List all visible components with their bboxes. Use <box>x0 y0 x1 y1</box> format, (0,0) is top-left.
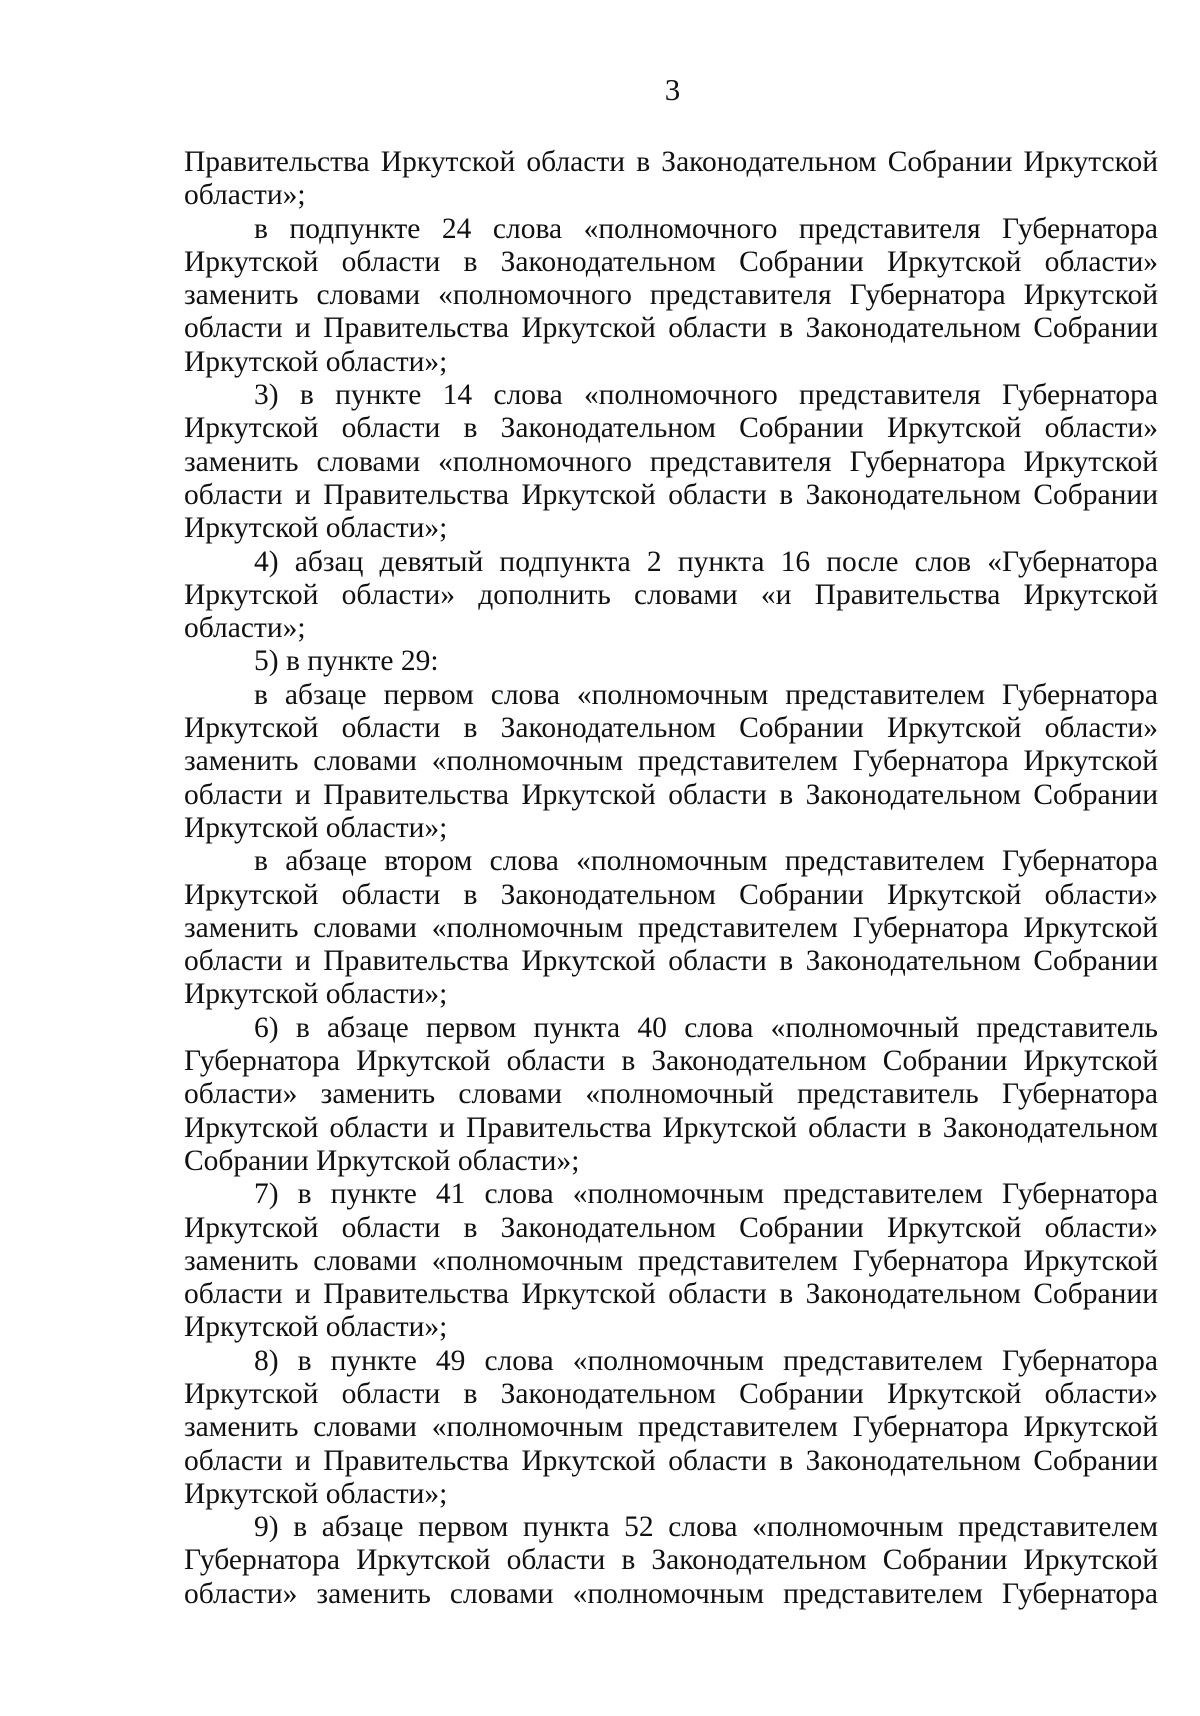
paragraph-item-5: 5) в пункте 29: <box>254 645 439 678</box>
paragraph-item-7: 7) в пункте 41 слова «полномочным представителем Губернатора Иркутской области в Законодательном Собрании Иркутской области» заменить словами «полномочным представителем Губернатора Иркутской области и Правительства Иркутской области в Законодательном Собрании Иркутской области»; <box>184 1178 1158 1344</box>
paragraph-item-4: 4) абзац девятый подпункта 2 пункта 16 после слов «Губернатора Иркутской области» дополнить словами «и Правительства Иркутской области»; <box>184 545 1158 645</box>
paragraph-item-6: 6) в абзаце первом пункта 40 слова «полномочный представитель Губернатора Иркутской области в Законодательном Собрании Иркутской области» заменить словами «полномочный представитель Губернатора Иркутской области и Правительства Иркутской области в Законодательном Собрании Иркутской области»; <box>184 1011 1158 1177</box>
paragraph-item-5-second-abzac: в абзаце втором слова «полномочным представителем Губернатора Иркутской области в Законодательном Собрании Иркутской области» заменить словами «полномочным представителем Губернатора Иркутской области и Правительства Иркутской области в Законодательном Собрании Иркутской области»; <box>184 845 1158 1011</box>
paragraph-item-9: 9) в абзаце первом пункта 52 слова «полномочным представителем Губернатора Иркутской области в Законодательном Собрании Иркутской области» заменить словами «полномочным представителем Губернатора <box>184 1511 1158 1610</box>
document-body <box>184 146 1158 1611</box>
paragraph-item-8: 8) в пункте 49 слова «полномочным представителем Губернатора Иркутской области в Законодательном Собрании Иркутской области» заменить словами «полномочным представителем Губернатора Иркутской области и Правительства Иркутской области в Законодательном Собрании Иркутской области»; <box>184 1344 1158 1510</box>
paragraph-item-5-first-abzac: в абзаце первом слова «полномочным представителем Губернатора Иркутской области в Законодательном Собрании Иркутской области» заменить словами «полномочным представителем Губернатора Иркутской области и Правительства Иркутской области в Законодательном Собрании Иркутской области»; <box>184 678 1158 844</box>
page-number: 3 <box>664 72 681 107</box>
paragraph-item-3: 3) в пункте 14 слова «полномочного представителя Губернатора Иркутской области в Законодательном Собрании Иркутской области» заменить словами «полномочного представителя Губернатора Иркутской области и Правительства Иркутской области в Законодательном Собрании Иркутской области»; <box>184 379 1158 545</box>
paragraph-continuation: Правительства Иркутской области в Законодательном Собрании Иркутской области»; <box>184 146 1158 212</box>
paragraph-subpoint-24: в подпункте 24 слова «полномочного представителя Губернатора Иркутской области в Законодательном Собрании Иркутской области» заменить словами «полномочного представителя Губернатора Иркутской области и Правительства Иркутской области в Законодательном Собрании Иркутской области»; <box>184 212 1158 378</box>
